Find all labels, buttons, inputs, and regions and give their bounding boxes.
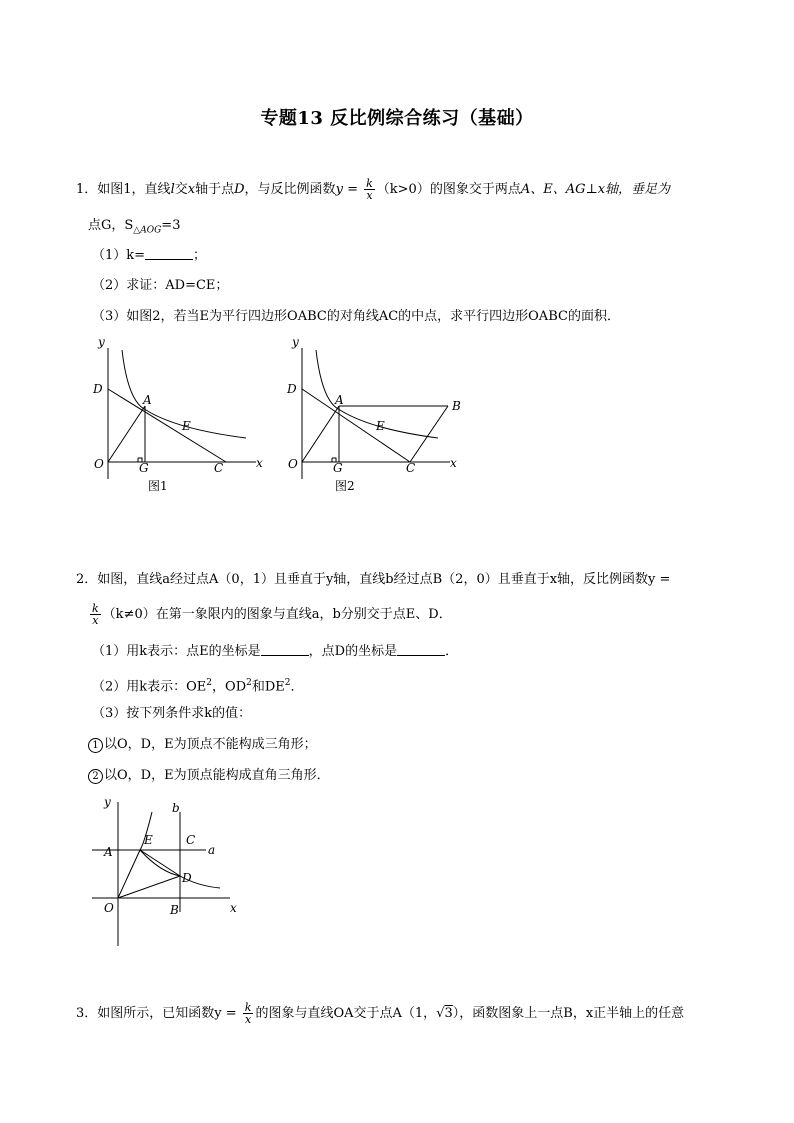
circled-number-1: 1 xyxy=(88,738,103,753)
label-A: A xyxy=(335,393,344,407)
text-segment: ，与反比例函数 xyxy=(244,182,336,197)
label-A: A xyxy=(104,845,113,859)
problem-2-line-2 xyxy=(88,603,452,626)
text-segment: ，OD xyxy=(212,679,247,695)
segment-OD xyxy=(118,876,180,898)
label-A: A xyxy=(143,393,152,407)
label-D: D xyxy=(182,871,192,885)
label-B: B xyxy=(452,399,461,413)
text-segment: A、E、AG⊥x轴，垂足为 xyxy=(520,182,671,197)
label-D: D xyxy=(93,382,103,396)
label-E: E xyxy=(376,419,385,433)
problem-1-question-2: （2）求证：AD=CE； xyxy=(92,278,229,293)
text-segment: 如图所示，已知函数y = xyxy=(97,1006,237,1021)
text-segment: （k>0）的图象交于两点 xyxy=(376,182,521,197)
problem-1-line-1 xyxy=(76,178,670,201)
text-segment: （k≠0）在第一象限内的图象与直线a，b分别交于点E、D． xyxy=(102,607,452,622)
figure-1-caption: 图1 xyxy=(148,479,168,493)
label-C: C xyxy=(214,461,224,475)
text-segment: D xyxy=(234,182,245,197)
label-y: y xyxy=(98,335,105,349)
problem-1-question-3: （3）如图2，若当E为平行四边形OABC的对角线AC的中点，求平行四边形OABC的面积． xyxy=(92,309,620,324)
problem-1-number: 1． xyxy=(76,182,98,197)
sqrt-radicand: 3 xyxy=(444,1006,453,1021)
text-segment: 如图1，直线 xyxy=(97,182,171,197)
text-segment: ），函数图象上一点B，x正半轴上的任意 xyxy=(452,1006,685,1021)
segment-OE xyxy=(118,850,140,898)
fraction-k-over-x xyxy=(243,1002,254,1025)
problem-2-question-3: （3）按下列条件求k的值： xyxy=(92,706,252,721)
page-title: 专题13 反比例综合练习（基础） xyxy=(260,108,534,129)
figure-2 xyxy=(280,334,480,502)
text-segment: 以O，D，E为顶点能构成直角三角形． xyxy=(104,768,330,783)
text-segment: （1）用k表示：点E的坐标是 xyxy=(92,644,261,659)
figure-problem-2 xyxy=(88,794,248,950)
answer-blank xyxy=(145,247,193,260)
text-segment: x xyxy=(187,182,196,197)
sqrt-symbol: √ xyxy=(436,1006,445,1021)
text-segment: 和DE xyxy=(251,679,285,695)
superscript: 2 xyxy=(284,678,291,688)
label-B: B xyxy=(170,903,179,917)
problem-2-line-1 xyxy=(76,570,670,590)
text-segment: ． xyxy=(445,644,459,659)
numerator: k xyxy=(366,177,373,190)
label-O: O xyxy=(288,457,298,471)
text-segment: 交 xyxy=(174,182,188,197)
segment-OA xyxy=(302,406,339,462)
label-a: a xyxy=(208,843,216,857)
label-x: x xyxy=(450,456,457,470)
problem-2-number: 2． xyxy=(76,572,98,587)
problem-2-condition-1 xyxy=(88,735,317,755)
text-segment: （1）k= xyxy=(92,248,146,263)
label-D: D xyxy=(287,382,297,396)
label-E: E xyxy=(144,833,153,847)
problem-2-question-1 xyxy=(92,642,458,662)
label-x: x xyxy=(230,901,237,915)
figure-1 xyxy=(86,334,286,502)
figure-2-caption: 图2 xyxy=(335,479,355,493)
label-b: b xyxy=(172,801,180,815)
denominator: x xyxy=(245,1013,252,1026)
text-segment: 点G，S xyxy=(88,218,134,233)
superscript: 2 xyxy=(246,678,252,688)
problem-3-line-1 xyxy=(76,1002,684,1025)
text-segment: 如图，直线a经过点A（0，1）且垂直于y轴，直线b经过点B（2，0）且垂直于x轴，反比例函数y = xyxy=(97,572,671,587)
numerator: k xyxy=(92,602,99,615)
label-O: O xyxy=(94,457,104,471)
fraction-k-over-x xyxy=(90,603,101,626)
text-segment: y xyxy=(335,182,343,197)
text-segment: ； xyxy=(193,248,207,263)
denominator: x xyxy=(366,189,373,202)
label-G: G xyxy=(139,461,149,475)
label-x: x xyxy=(256,456,263,470)
label-C: C xyxy=(186,833,196,847)
label-C: C xyxy=(406,461,416,475)
text-segment: ． xyxy=(290,679,304,695)
fraction-k-over-x xyxy=(364,178,375,201)
label-O: O xyxy=(104,901,114,915)
answer-blank xyxy=(261,643,309,656)
superscript: 2 xyxy=(206,678,213,688)
label-E: E xyxy=(182,419,191,433)
problem-1-question-1 xyxy=(92,246,206,266)
text-segment: = xyxy=(347,182,358,197)
text-segment: =3 xyxy=(161,218,181,233)
label-G: G xyxy=(333,461,343,475)
segment-ED xyxy=(140,850,180,876)
text-segment: 的图象与直线OA交于点A（1， xyxy=(255,1006,437,1021)
text-segment: （2）用k表示：OE xyxy=(92,679,207,695)
text-segment: 以O，D，E为顶点不能构成三角形； xyxy=(104,737,317,752)
numerator: k xyxy=(244,1001,252,1014)
line-l xyxy=(108,389,226,462)
segment-BC xyxy=(410,406,448,462)
problem-2-question-2 xyxy=(92,673,304,697)
problem-1-line-2 xyxy=(88,216,180,241)
text-segment: ，点D的坐标是 xyxy=(308,644,398,659)
text-segment: l xyxy=(170,182,175,197)
label-y: y xyxy=(104,795,111,809)
subscript: △AOG xyxy=(133,225,162,236)
denominator: x xyxy=(92,614,99,627)
circled-number-2: 2 xyxy=(88,769,103,784)
problem-2-condition-2 xyxy=(88,766,330,786)
line-l xyxy=(302,389,410,462)
problem-3-number: 3． xyxy=(76,1006,98,1021)
label-y: y xyxy=(292,335,299,349)
segment-OA xyxy=(108,406,145,462)
text-segment: 轴于点 xyxy=(195,182,235,197)
answer-blank xyxy=(397,643,445,656)
